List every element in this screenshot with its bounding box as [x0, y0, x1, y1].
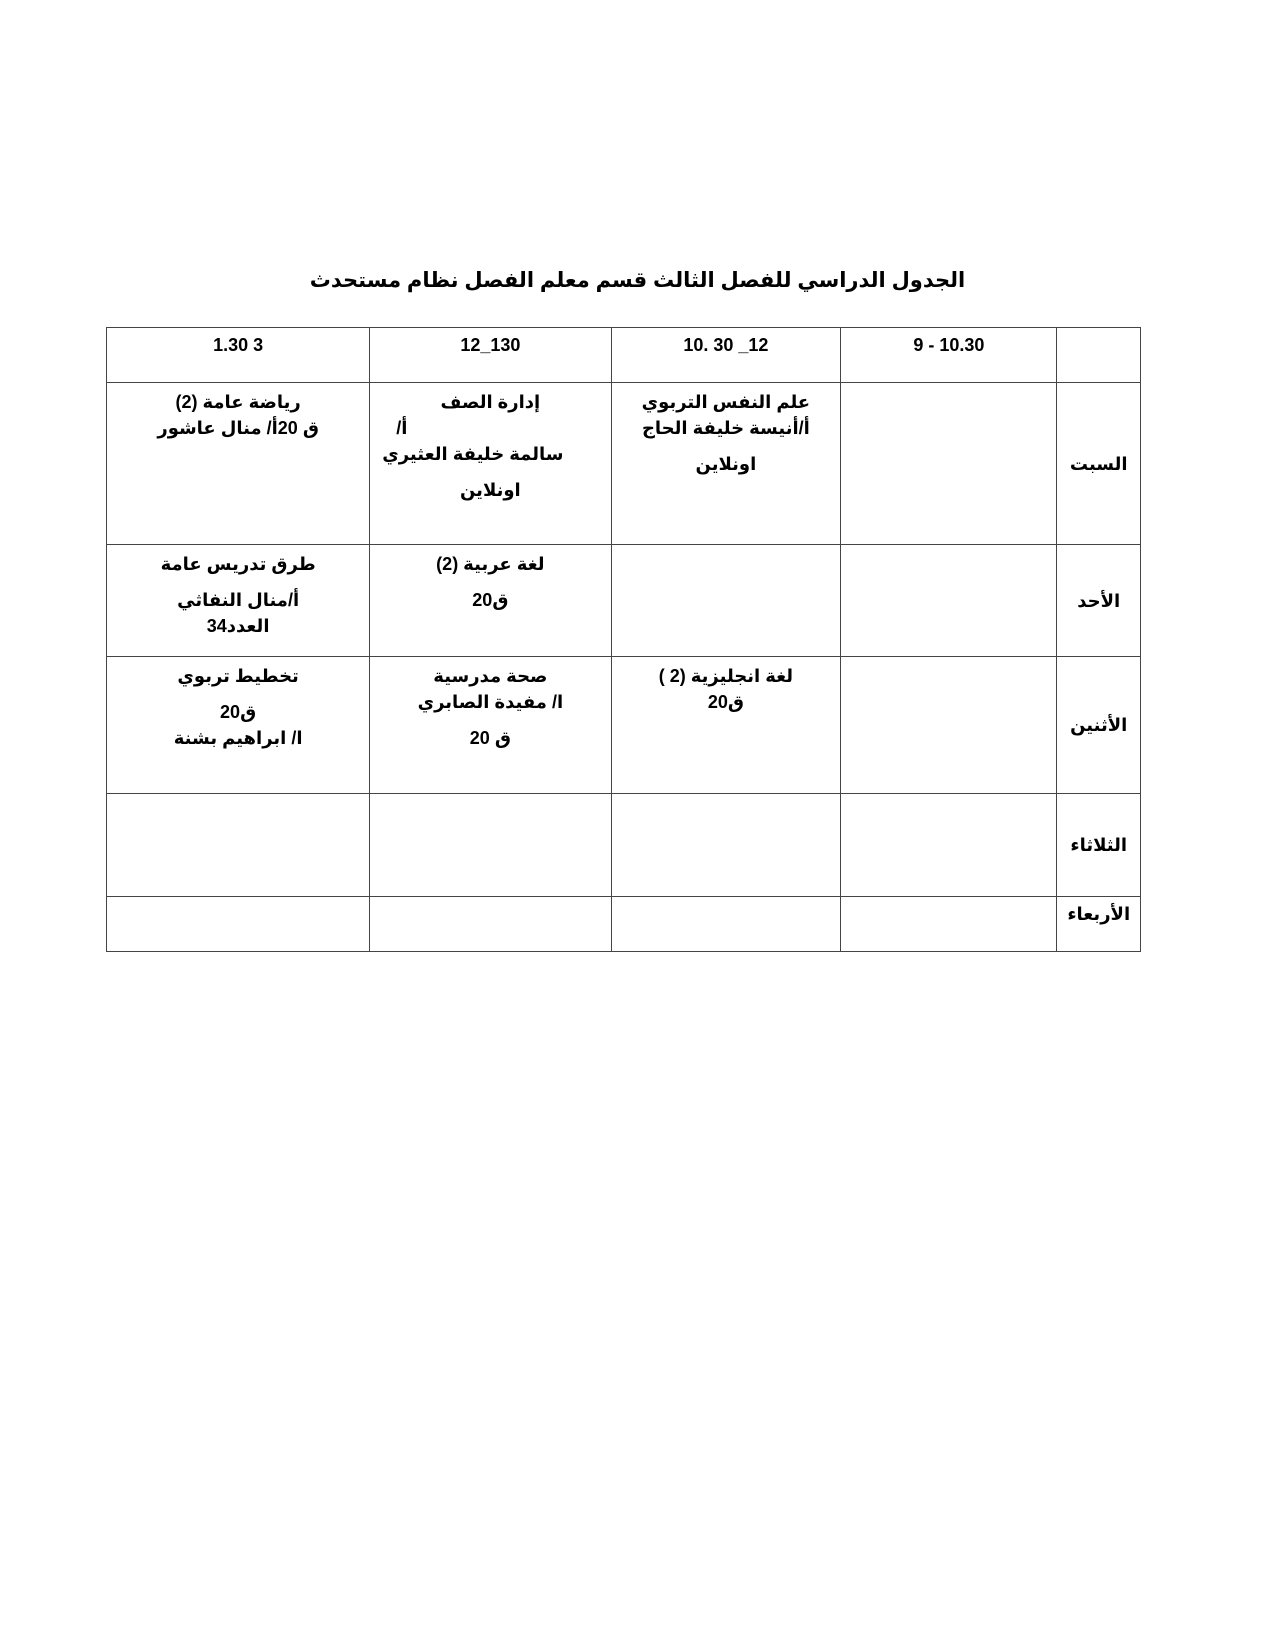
course-name: لغة انجليزية (2 )	[658, 666, 794, 686]
cell-tuesday-slot2	[611, 794, 841, 897]
course-name: علم النفس التربوي	[641, 392, 811, 412]
course-count: العدد34	[206, 616, 270, 636]
header-corner-cell	[1057, 328, 1141, 383]
header-row	[107, 328, 1141, 383]
cell-monday-slot3	[370, 657, 611, 794]
course-name: صحة مدرسية	[433, 666, 548, 686]
course-name: رياضة عامة (2)	[175, 392, 301, 412]
row-monday	[107, 657, 1141, 794]
course-room: ق20	[220, 702, 257, 722]
page-title: الجدول الدراسي للفصل الثالث قسم معلم الفصل نظام مستحدث	[309, 269, 966, 292]
cell-wednesday-slot2	[611, 897, 841, 952]
instructor-name: ا/ ابراهيم بشنة	[173, 728, 303, 748]
course-location: اونلاين	[695, 454, 757, 474]
header-time-1	[841, 328, 1057, 383]
row-saturday	[107, 383, 1141, 545]
header-time-4	[107, 328, 370, 383]
day-wednesday: الأربعاء	[1057, 897, 1141, 952]
cell-sunday-slot1	[841, 545, 1057, 657]
cell-monday-slot1	[841, 657, 1057, 794]
schedule-table	[106, 327, 1141, 952]
course-name: إدارة الصف	[440, 392, 541, 412]
instructor-name: أ/منال النفاثي	[177, 590, 300, 610]
cell-monday-slot4	[107, 657, 370, 794]
cell-saturday-slot3	[370, 383, 611, 545]
header-time-2	[611, 328, 841, 383]
instructor-name: سالمة خليفة العثيري	[382, 444, 564, 464]
header-time-4-label: 1.30 3	[213, 335, 264, 355]
cell-sunday-slot3	[370, 545, 611, 657]
day-sunday: الأحد	[1057, 545, 1141, 657]
row-sunday	[107, 545, 1141, 657]
header-time-1-label: 9 - 10.30	[913, 335, 985, 355]
cell-saturday-slot1	[841, 383, 1057, 545]
cell-saturday-slot4	[107, 383, 370, 545]
header-time-2-label: 10. 30 _12	[683, 335, 769, 355]
header-time-3-label: 12_130	[460, 335, 521, 355]
cell-sunday-slot4	[107, 545, 370, 657]
course-name: تخطيط تربوي	[177, 666, 299, 686]
cell-monday-slot2	[611, 657, 841, 794]
course-room-instructor: ق 20أ/ منال عاشور	[157, 418, 319, 438]
course-room: ق20	[472, 590, 509, 610]
row-wednesday	[107, 897, 1141, 952]
cell-sunday-slot2	[611, 545, 841, 657]
header-time-3	[370, 328, 611, 383]
course-name: لغة عربية (2)	[436, 554, 545, 574]
cell-saturday-slot2	[611, 383, 841, 545]
cell-wednesday-slot3	[370, 897, 611, 952]
cell-wednesday-slot1	[841, 897, 1057, 952]
day-saturday: السبت	[1057, 383, 1141, 545]
course-room: ق 20	[469, 728, 511, 748]
cell-tuesday-slot3	[370, 794, 611, 897]
instructor-prefix: أ/	[396, 418, 408, 438]
course-name: طرق تدريس عامة	[160, 554, 316, 574]
cell-tuesday-slot1	[841, 794, 1057, 897]
course-location: اونلاين	[459, 480, 521, 500]
day-monday: الأثنين	[1057, 657, 1141, 794]
instructor-name: ا/ مفيدة الصابري	[417, 692, 564, 712]
cell-tuesday-slot4	[107, 794, 370, 897]
cell-wednesday-slot4	[107, 897, 370, 952]
day-tuesday: الثلاثاء	[1057, 794, 1141, 897]
instructor-name: أ/أنيسة خليفة الحاج	[641, 418, 810, 438]
row-tuesday	[107, 794, 1141, 897]
course-room: ق20	[707, 692, 744, 712]
